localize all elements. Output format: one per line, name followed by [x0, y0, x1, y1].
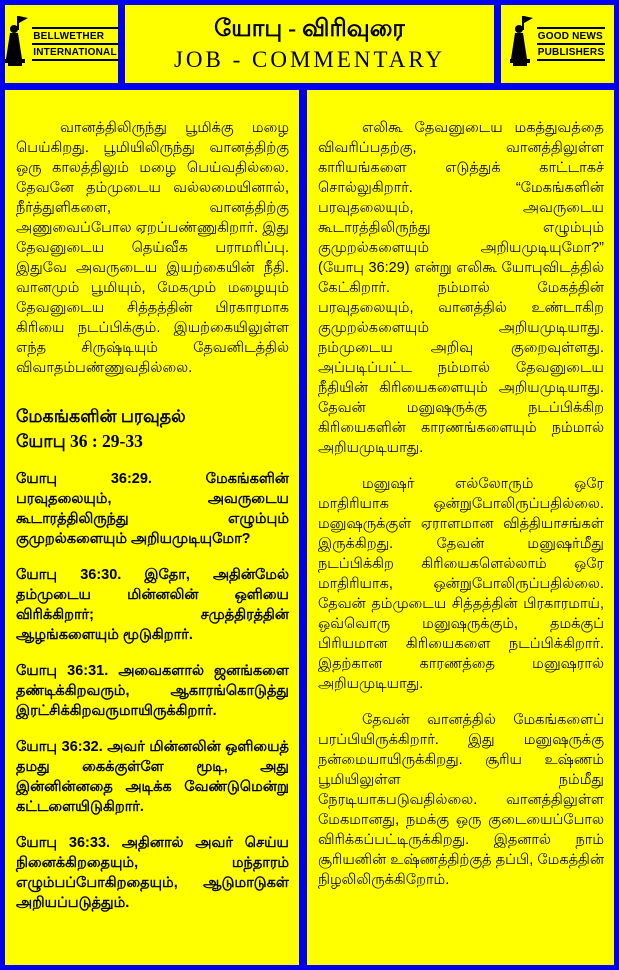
title-box: [125, 5, 494, 83]
shepherd-figure-icon: [5, 15, 29, 74]
page-title-tamil: யோபு - விரிவுரை: [214, 16, 405, 43]
commentary-paragraph-2: மனுஷர் எல்லோரும் ஒரே மாதிரியாக ஒன்றுபோலிருப்பதில்லை. மனுஷருக்குள் ஏராளமான வித்தியாசங்கள் இருக்கிறது. தேவன் மனுஷர்மீது நடப்பிக்கிற கிரியைகளெல்லாம் ஒரே மாதிரியாக, ஒன்றுபோலிருப்பதில்லை. தேவன் தம்முடைய சித்தத்தின் பிரகாரமாய், ஒவ்வொரு மனுஷருக்கும், தமக்குப் பிரியமான கிரியைகளை நடப்பிக்கிறார். இதற்கான காரணத்தை மனுஷரால் அறியமுடியாது.: [318, 476, 604, 692]
page-header: [5, 5, 614, 83]
logo-line-2: INTERNATIONAL: [32, 45, 118, 61]
page-body: [5, 90, 614, 965]
subheading-reference: யோபு 36 : 29-33: [16, 431, 143, 452]
good-news-publishers-logo: [501, 5, 614, 83]
verse-36-29: யோபு 36:29. மேகங்களின் பரவுதலையும், அவருடைய கூடாரத்திலிருந்து எழும்பும் குமுறல்களையும் அறியமுடியுமோ?: [16, 470, 289, 547]
logo-line-1: BELLWETHER: [32, 29, 118, 45]
verse-36-30: யோபு 36:30. இதோ, அதின்மேல் தம்முடைய மின்னலின் ஒளியை விரிக்கிறார்; சமுத்திரத்தின் ஆழங்களையும் மூடுகிறார்.: [16, 566, 289, 643]
logo-line-2: PUBLISHERS: [537, 45, 605, 61]
bellwether-logo-text: [32, 27, 118, 61]
intro-paragraph: வானத்திலிருந்து பூமிக்கு மழை பெய்கிறது. பூமியிலிருந்து வானத்திற்கு ஒரு காலத்திலும் மழை பெய்வதில்லை. தேவனே தம்முடைய வல்லமையினால், நீர்த்துளிகளை, வானத்திற்கு அணுவைப்போல ஏறப்பண்ணுகிறார். இது தேவனுடைய தெய்வீக பராமரிப்பு. இதுவே அவருடைய இயற்கையின் நீதி. வானமும் பூமியும், மேகமும் மழையும் தேவனுடைய சித்தத்தின் பிரகாரமாக கிரியை நடப்பிக்கும். இயற்கையிலுள்ள எந்த சிருஷ்டியும் தேவனிடத்தில் விவாதம்பண்ணுவதில்லை.: [16, 120, 289, 376]
shepherd-figure-icon: [510, 15, 534, 74]
right-text-column: [307, 90, 614, 965]
page-title-english: JOB - COMMENTARY: [173, 46, 446, 72]
left-text-column: [5, 90, 299, 965]
commentary-paragraph-3: தேவன் வானத்தில் மேகங்களைப் பரப்பியிருக்கிறார். இது மனுஷருக்கு நன்மையாயிருக்கிறது. சூரிய உஷ்ணம் பூமியிலுள்ள நம்மீது நேரடியாகபடுவதில்லை. வானத்திலுள்ள மேகமானது, நமக்கு ஒரு குடையைப்போல விரிக்கப்பட்டிருக்கிறது. இதனால் நாம் சூரியனின் உஷ்ணத்திற்குத் தப்பி, மேகத்தின் நிழலிலிருக்கிறோம்.: [318, 712, 604, 888]
verse-36-31: யோபு 36:31. அவைகளால் ஜனங்களை தண்டிக்கிறவரும், ஆகாரங்கொடுத்து இரட்சிக்கிறவருமாயிருக்கிறார்.: [16, 662, 289, 719]
verse-36-33: யோபு 36:33. அதினால் அவர் செய்ய நினைக்கிறதையும், மந்தாரம் எழும்பப்போகிறதையும், ஆடுமாடுகள் அறியப்படுத்தும்.: [16, 834, 289, 911]
subheading-title: மேகங்களின் பரவுதல்: [16, 406, 186, 426]
logo-line-1: GOOD NEWS: [537, 29, 605, 45]
commentary-paragraph-1: எலிகூ தேவனுடைய மகத்துவத்தை விவரிப்பதற்கு, வானத்திலுள்ள காரியங்களை எடுத்துக் காட்டாகச் சொல்லுகிறார். “மேகங்களின் பரவுதலையும், அவருடைய கூடாரத்திலிருந்து எழும்பும் குமுறல்களையும் அறியமுடியுமோ?” (யோபு 36:29) என்று எலிகூ யோபுவிடத்தில் கேட்கிறார். நம்மால் மேகத்தின் பரவுதலையும், வானத்தில் உண்டாகிற குமுறல்களையும் அறியமுடியாது. நம்முடைய அறிவு குறைவுள்ளது. அப்படிப்பட்ட நம்மால் தேவனுடைய நீதியின் கிரியைகளையும் அறியமுடியாது. தேவன் மனுஷருக்கு நடப்பிக்கிற கிரியைகளின் காரணங்களையும் நம்மால் அறியமுடியாது.: [318, 120, 604, 456]
good-news-logo-text: [537, 27, 605, 61]
section-subheading: [16, 404, 289, 455]
bellwether-logo: [5, 5, 118, 83]
verse-36-32: யோபு 36:32. அவர் மின்னலின் ஒளியைத் தமது கைக்குள்ளே மூடி, அது இன்னின்னதை அடிக்க வேண்டுமென்று கட்டளையிடுகிறார்.: [16, 738, 289, 815]
